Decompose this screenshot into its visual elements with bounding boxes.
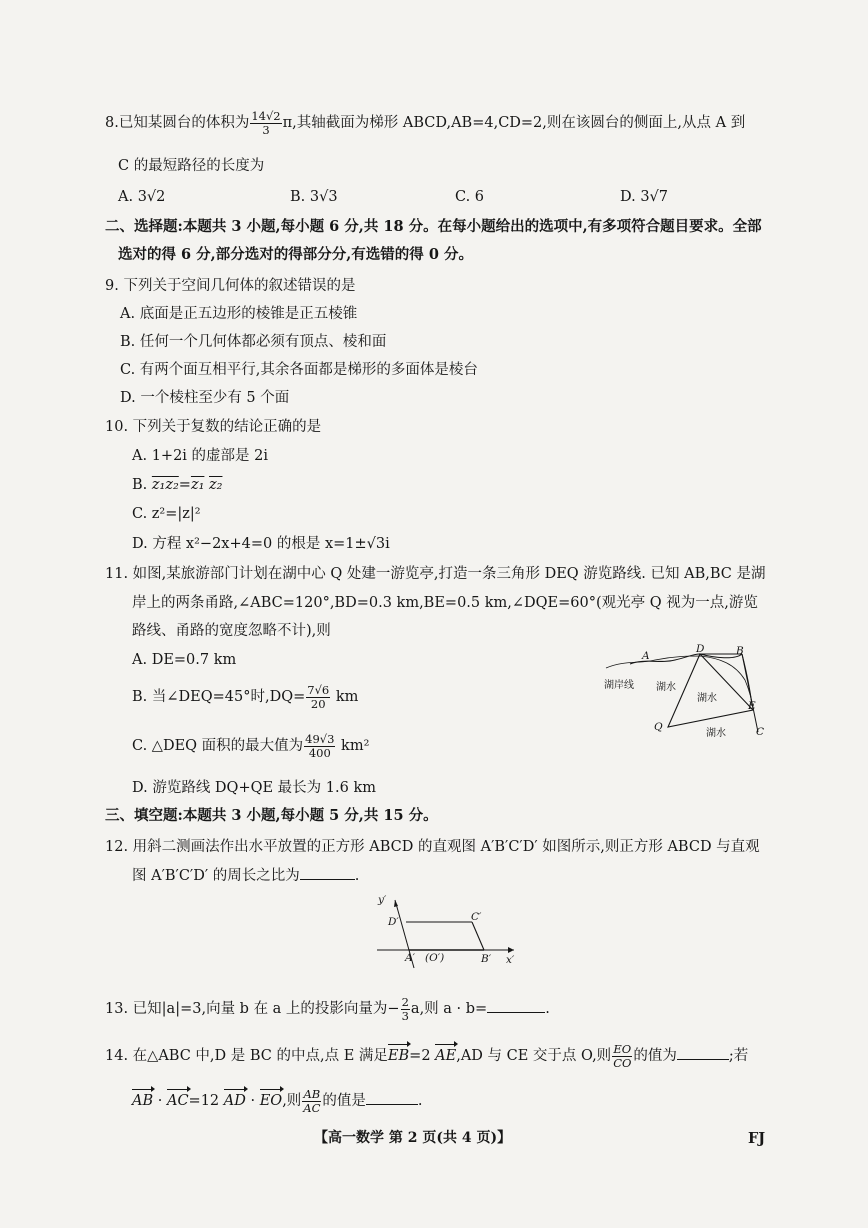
q8-number: 8. [105, 115, 119, 132]
q11-stem-line2: 岸上的两条甬路,∠ABC=120°,BD=0.3 km,BE=0.5 km,∠DQE=60°(观光亭 Q 视为一点,游览 [132, 595, 758, 611]
label-water-3: 湖水 [706, 728, 726, 739]
label-A-prime: A′ [405, 952, 415, 964]
volume-fraction: $\frac{14√2}{3}$ [251, 109, 281, 137]
q8-line1: 8.已知某圆台的体积为 $\frac{14√2}{3}$ π,其轴截面为梯形 ABCD,AB=4,CD=2,则在该圆台的侧面上,从点 A 到 [105, 109, 746, 137]
q11-stem-line1: 11. 如图,某旅游部门计划在湖中心 Q 处建一游览亭,打造一条三角形 DEQ 游览路线. 已知 AB,BC 是湖 [105, 566, 766, 582]
label-A: A [642, 650, 650, 662]
label-B: B [736, 645, 744, 657]
q10-option-b: B. z₁z₂=z₁ z₂ [132, 477, 223, 493]
q9-stem: 9. 下列关于空间几何体的叙述错误的是 [105, 278, 356, 294]
q10-option-a: A. 1+2i 的虚部是 2i [132, 448, 269, 464]
label-B-prime: B′ [481, 953, 492, 965]
exam-code: FJ [748, 1130, 766, 1147]
label-shore: 湖岸线 [604, 680, 634, 691]
q9-option-b: B. 任何一个几何体都必须有顶点、棱和面 [120, 334, 387, 350]
label-C: C [756, 726, 765, 738]
answer-blank[interactable] [300, 879, 355, 880]
lake-figure-drawing [600, 640, 775, 745]
section2-title-line2: 选对的得 6 分,部分选对的得部分分,有选错的得 0 分。 [118, 246, 473, 263]
label-D-prime: D′ [388, 916, 399, 928]
label-y-prime: y′ [378, 894, 387, 906]
answer-blank[interactable] [366, 1104, 418, 1105]
answer-blank[interactable] [677, 1059, 729, 1060]
label-Q: Q [654, 721, 663, 733]
q14-line1: 14. 在△ABC 中,D 是 BC 的中点,点 E 满足EB=2 AE,AD 与 CE 交于点 O,则 $\frac{EO}{CO}$ 的值为 ;若 [105, 1042, 749, 1070]
section2-title: 二、选择题:本题共 3 小题,每小题 6 分,共 18 分。在每小题给出的选项中,有多项符合题目要求。全部 [105, 218, 762, 235]
q11-option-a: A. DE=0.7 km [132, 652, 237, 668]
label-E: E [748, 700, 756, 712]
section3-title: 三、填空题:本题共 3 小题,每小题 5 分,共 15 分。 [105, 807, 438, 824]
label-x-prime: x′ [506, 954, 515, 966]
q9-option-d: D. 一个棱柱至少有 5 个面 [120, 390, 290, 406]
q10-option-c: C. z²=|z|² [132, 506, 201, 522]
oblique-figure-drawing [372, 892, 522, 972]
q8-option-d: D. 3√7 [620, 189, 669, 205]
q11-stem-line3: 路线、甬路的宽度忽略不计),则 [132, 623, 331, 639]
label-water-1: 湖水 [656, 682, 676, 693]
q8-option-a: A. 3√2 [118, 189, 166, 205]
q11-option-d: D. 游览路线 DQ+QE 最长为 1.6 km [132, 780, 376, 796]
page-footer: 【高一数学 第 2 页(共 4 页)】 [314, 1130, 512, 1146]
q13-line: 13. 已知|a|=3,向量 b 在 a 上的投影向量为− $\frac{2}{3}$ a,则 a · b= . [105, 995, 550, 1023]
lake-figure [600, 640, 775, 745]
label-water-2: 湖水 [697, 693, 717, 704]
answer-blank[interactable] [487, 1012, 545, 1013]
q8-option-c: C. 6 [455, 189, 485, 205]
q9-option-c: C. 有两个面互相平行,其余各面都是梯形的多面体是棱台 [120, 362, 478, 378]
q11-option-b: B. 当∠DEQ=45°时,DQ= $\frac{7√6}{20}$ km [132, 683, 359, 711]
q12-line2: 图 A′B′C′D′ 的周长之比为 . [132, 868, 360, 884]
q12-line1: 12. 用斜二测画法作出水平放置的正方形 ABCD 的直观图 A′B′C′D′ 如图所示,则正方形 ABCD 与直观 [105, 839, 760, 855]
label-O-prime: (O′) [425, 952, 445, 964]
q11-option-c: C. △DEQ 面积的最大值为 $\frac{49√3}{400}$ km² [132, 732, 370, 760]
q8-line2: C 的最短路径的长度为 [118, 158, 265, 174]
label-C-prime: C′ [471, 911, 482, 923]
q9-option-a: A. 底面是正五边形的棱锥是正五棱锥 [120, 306, 358, 322]
oblique-figure [372, 892, 522, 972]
q10-option-d: D. 方程 x²−2x+4=0 的根是 x=1±√3i [132, 536, 390, 552]
q8-option-b: B. 3√3 [290, 189, 338, 205]
q10-stem: 10. 下列关于复数的结论正确的是 [105, 419, 322, 435]
label-D: D [696, 643, 705, 655]
q14-line2: AB · AC=12 AD · EO,则 $\frac{AB}{AC}$ 的值是 . [132, 1087, 423, 1115]
